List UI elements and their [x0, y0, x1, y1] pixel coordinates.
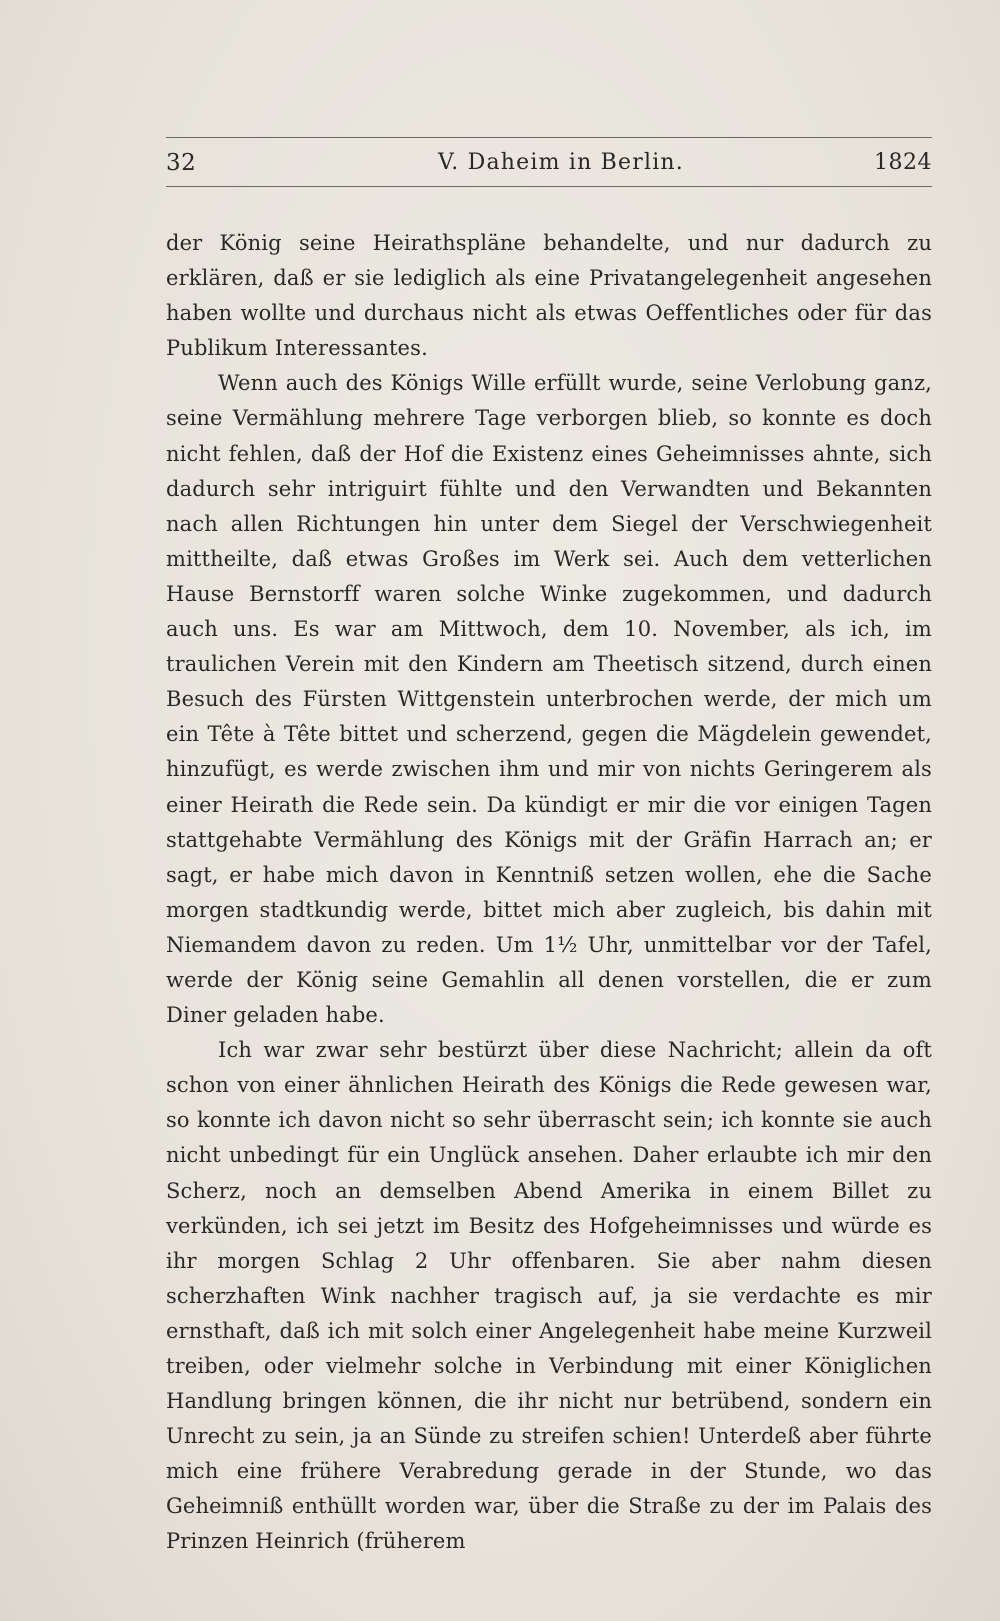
page-number: 32: [166, 150, 197, 176]
running-head: [166, 146, 932, 180]
paragraph-1: der König seine Heirathspläne behandelte, und nur dadurch zu erklären, daß er sie lediglich als eine Privatangelegenheit angesehen haben wollte und durchaus nicht als etwas Oeffentliches oder für das Publikum Interessantes.: [166, 231, 932, 361]
header-rule-top: [166, 137, 932, 138]
chapter-title: V. Daheim in Berlin.: [438, 150, 684, 175]
paragraph-3: Ich war zwar sehr bestürzt über diese Nachricht; allein da oft schon von einer ähnlichen Heirath des Königs die Rede gewesen war, so konnte ich davon nicht so sehr überrascht sein; ich konnte sie auch nicht unbedingt für ein Unglück ansehen. Daher erlaubte ich mir den Scherz, noch an demselben Abend Amerika in einem Billet zu verkünden, ich sei jetzt im Besitz des Hofgeheimnisses und würde es ihr morgen Schlag 2 Uhr offenbaren. Sie aber nahm diesen scherzhaften Wink nachher tragisch auf, ja sie verdachte es mir ernsthaft, daß ich mit solch einer Angelegenheit habe meine Kurzweil treiben, oder vielmehr solche in Verbindung mit einer Königlichen Handlung bringen können, die ihr nicht nur betrübend, sondern ein Unrecht zu sein, ja an Sünde zu streifen schien! Unterdeß aber führte mich eine frühere Verabredung gerade in der Stunde, wo das Geheimniß enthüllt worden war, über die Straße zu der im Palais des Prinzen Heinrich (früherem: [166, 1038, 932, 1554]
body-text: [166, 226, 932, 1560]
header-rule-bottom: [166, 186, 932, 187]
paragraph-2: Wenn auch des Königs Wille erfüllt wurde, seine Verlobung ganz, seine Vermählung mehrere Tage verborgen blieb, so konnte es doch nicht fehlen, daß der Hof die Existenz eines Geheimnisses ahnte, sich dadurch sehr intriguirt fühlte und den Verwandten und Bekannten nach allen Richtungen hin unter dem Siegel der Verschwiegenheit mittheilte, daß etwas Großes im Werk sei. Auch dem vetterlichen Hause Bernstorff waren solche Winke zugekommen, und dadurch auch uns. Es war am Mittwoch, dem 10. November, als ich, im traulichen Verein mit den Kindern am Theetisch sitzend, durch einen Besuch des Fürsten Wittgenstein unterbrochen werde, der mich um ein Tête à Tête bittet und scherzend, gegen die Mägdelein gewendet, hinzufügt, es werde zwischen ihm und mir von nichts Geringerem als einer Heirath die Rede sein. Da kündigt er mir die vor einigen Tagen stattgehabte Vermählung des Königs mit der Gräfin Harrach an; er sagt, er habe mich davon in Kenntniß setzen wollen, ehe die Sache morgen stadtkundig werde, bittet mich aber zugleich, bis dahin mit Niemandem davon zu reden. Um 1½ Uhr, unmittelbar vor der Tafel, werde der König seine Gemahlin all denen vorstellen, die er zum Diner geladen habe.: [166, 371, 932, 1028]
header-year: 1824: [874, 150, 932, 175]
